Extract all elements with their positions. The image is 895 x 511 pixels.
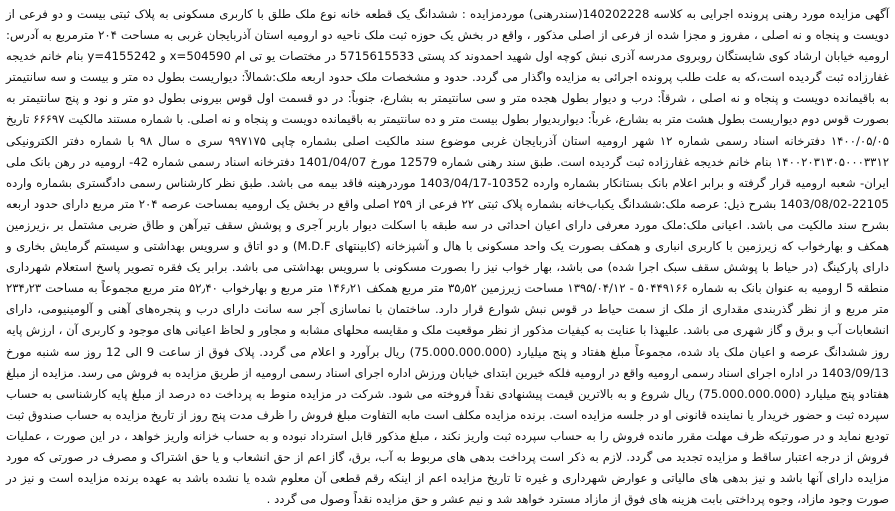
- notice-body-text: آگهی مزایده مورد رهنی پرونده اجرایی به کلاسه 140202228(سندرهنی) موردمزایده : ششدانگ یک قطعه خانه نوع ملک طلق با کاربری مسکونی به پلاک ثبتی بیست و دو فرعی از دویست و پنجاه و نه اصلی ، مفروز و مجزا شده از فرعی از اصلی مذکور ، واقع در بخش یک حوزه ثبت ملک ناحیه دو ارومیه استان آذربایجان غربی به مساحت ۲۰۴ مترمربع به آدرس: ارومیه خیابان ارشاد کوی شایستگان روبروی مدرسه آذری نبش کوچه اول شهید احمدوند کد پستی 5715615533 در مختصات یو تی ام 504590=x و 4155242=y بنام خانم خدیجه غفارزاده ثبت گردیده است،که به علت طلب پرونده اجرائی به مزایده واگذار می گردد. حدود و مشخصات ملک حدود اربعه ملک:شمالاً: دیواریست بطول ده متر و بیست و سه سانتیمتر به باقیمانده دویست و پنجاه و نه اصلی ، شرقاً: درب و دیوار بطول هجده متر و سی سانتیمتر به بشارع، جنوباً: در دو قسمت اول قوس بیرونی بطول دو متر و نود و پنج سانتیمتر به بصورت قوس دوم دیواریست بطول هشت متر به بشارع، غرباً: دیواربدیوار بطول بیست متر و ده سانتیمتر به باقیمانده دویست و پنجاه و نه اصلی. با شماره مستند مالکیت ۶۶۶۹۷ تاریخ ۱۴۰۰/۰۵/۰۵ دفترخانه اسناد رسمی شماره ۱۲ شهر ارومیه استان آذربایجان غربی موضوع سند مالکیت اصلی بشماره چاپی ۹۹۷۱۷۵ سری ه سال ۹۸ با شماره دفتر الکترونیکی ۱۴۰۰۲۰۳۱۳۰۵۰۰۰۳۳۱۲ بنام خانم خدیجه غفارزاده ثبت گردیده است. طبق سند رهنی شماره 12579 مورخ 1401/04/07 دفترخانه اسناد رسمی شماره 42- ارومیه در رهن بانک ملی ایران- شعبه ارومیه قرار گرفته و برابر اعلام بانک بستانکار بشماره وارده 10352-1403/04/17 موردرهینه فاقد بیمه می باشد. طبق نظر کارشناس رسمی دادگستری بشماره وارده 22105-1403/08/02 بشرح ذیل: عرصه ملک:ششدانگ یکباب‌خانه بشماره پلاک ثبتی ۲۲ فرعی از ۲۵۹ اصلی واقع در بخش یک ارومیه بمساحت عرصه ۲۰۴ متر مربع دارای حدود اربعه بشرح سند مالکیت می باشد. اعیانی ملک:ملک مورد معرفی دارای اعیان احداثی در سه طبقه با اسکلت دیوار باربر آجری و پوشش سقف تیرآهن و طاق ضربی مشتمل بر ،زیرزمین همکف و بهارخواب که زیرزمین با کاربری انباری و همکف بصورت یک واحد مسکونی با هال و آشپزخانه (کابینتهای M.D.F) و دو اتاق و سرویس بهداشتی و سیستم گرمایش بخاری و دارای پارکینگ (در حیاط با پوشش سقف سبک اجرا شده) می باشد، بهار خواب نیز را بصورت مسکونی با سرویس بهداشتی می باشد. برابر یک فقره تصویر پاسخ استعلام شهرداری منطقه 5 ارومیه به عنوان بانک به شماره ۵۰۴۴۹۱۶۶ - ۱۳۹۵/۰۴/۱۲ مساحت زیرزمین ۳۵٫۵۲ متر مربع همکف ۱۴۶٫۲۱ متر مربع و بهارخواب ۵۲٫۴۰ متر مربع مجموعاً به مساحت ۲۳۴٫۲۳ متر مربع و از نظر گذربندی مقداری از ملک از سمت حیاط در قوس نبش شوارع قرار دارد. ساختمان با نماسازی آجر سه سانت دارای درب و پنجره‌های آهنی و آلومینیومی، دارای انشعابات آب و برق و گاز شهری می باشد. علیهذا با عنایت به کیفیات مذکور از نظر موقعیت ملک و مقایسه محلهای مشابه و مجاور و لحاظ اعیانی های موجود و کاربری آن ، ارزش پایه روز ششدانگ عرصه و اعیان ملک یاد شده، مجموعاً مبلغ هفتاد و پنج میلیارد (75.000.000.000) ریال برآورد و اعلام می گردد. پلاک فوق از ساعت 9 الی 12 روز سه شنبه مورخ 1403/09/13 در اداره اجرای اسناد رسمی ارومیه واقع در ارومیه فلکه خیرین ابتدای خیابان ورزش اداره اجرای اسناد رسمی ارومیه از طریق مزایده به فروش می رسد. مزایده از مبلغ هفتادو پنج میلیارد (75.000.000.000) ریال شروع و به بالاترین قیمت پیشنهادی نقداً فروخته می شود. شرکت در مزایده منوط به پرداخت ده درصد از مبلغ پایه کارشناسی به حساب سپرده ثبت و حضور خریدار یا نماینده قانونی او در جلسه مزایده است. برنده مزایده مکلف است مابه التفاوت مبلغ فروش را ظرف مدت پنج روز از تاریخ مزایده به حساب صندوق ثبت تودیع نماید و در صورتیکه ظرف مهلت مقرر مانده فروش را به حساب سپرده ثبت واریز نکند ، مبلغ مذکور قابل استرداد نبوده و به حساب خزانه واریز خواهد ، در این صورت ، عملیات فروش از درجه اعتبار ساقط و مزایده تجدید می گردد. لازم به ذکر است پرداخت بدهی های مربوط به آب، برق، گاز اعم از حق انشعاب و یا حق اشتراک و مصرف در صورتی که مورد مزایده دارای آنها باشد و نیز بدهی های مالیاتی و عوارض شهرداری و غیره تا تاریخ مزایده اعم از اینکه رقم قطعی آن معلوم شده یا نشده باشد به عهده برنده مزایده است و نیز در صورت وجود مازاد، وجوه پرداختی بابت هزینه های فوق از مازاد مسترد خواهد شد و نیم عشر و حق مزایده نقداً وصول می گردد .: [6, 7, 890, 507]
